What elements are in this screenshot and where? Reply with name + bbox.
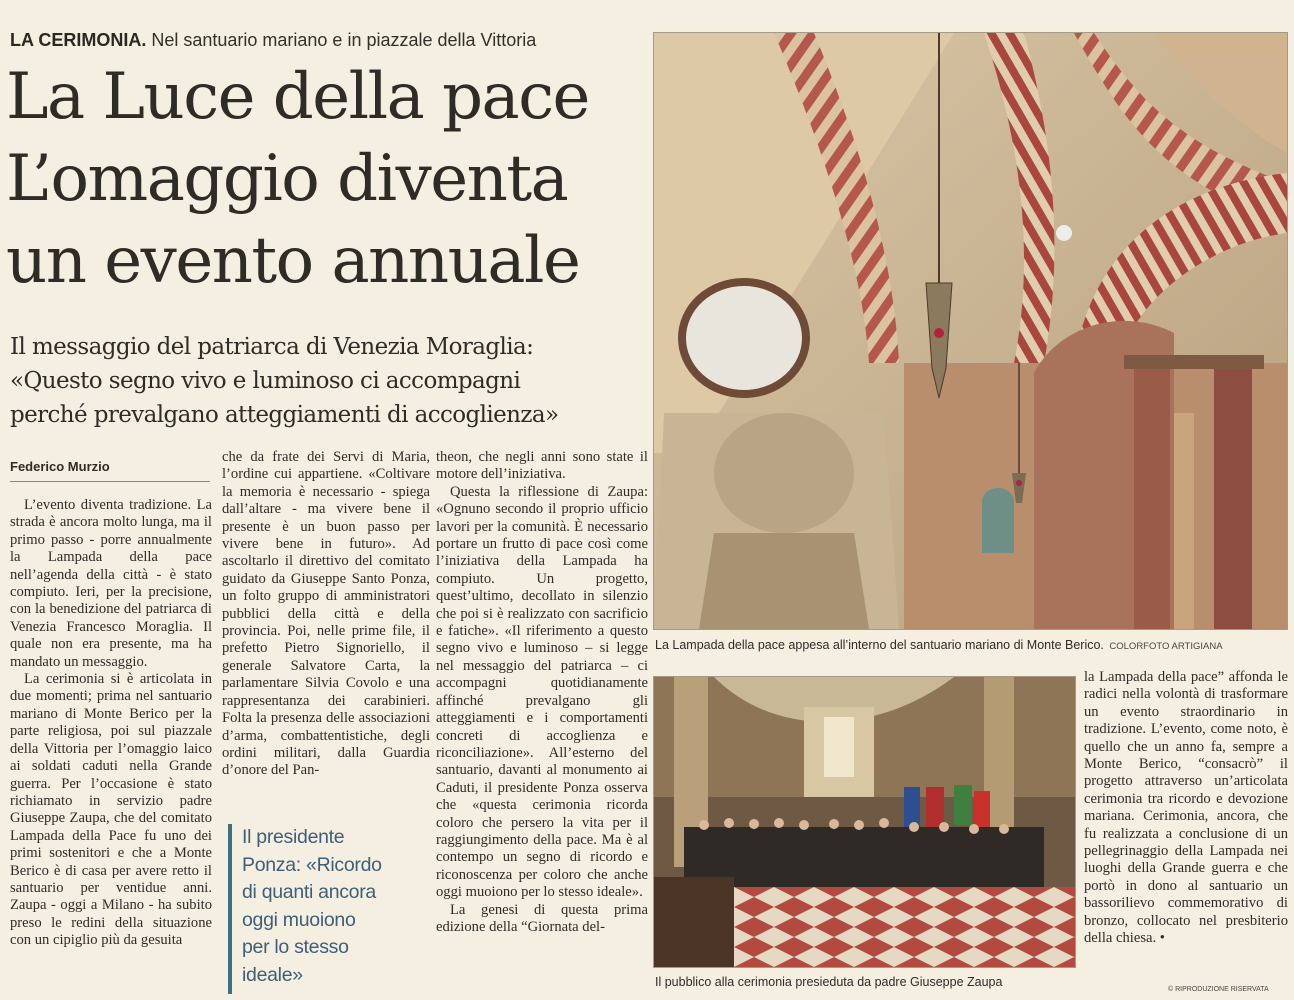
photo-caption: Il pubblico alla cerimonia presieduta da padre Giuseppe Zaupa [655, 975, 1003, 989]
article-column-4 [1084, 669, 1288, 999]
pull-quote [228, 824, 426, 994]
paragraph: La cerimonia si è articolata in due momenti; prima nel santuario mariano di Monte Berico per la parte religiosa, poi sul piazzale della Vittoria per l’omaggio laico ai soldati caduti nella Grande guerra. Per l’occasione è stato richiamato in servizio padre Giuseppe Zaupa, che del comitato Lampada della Pace fu uno dei primi sostenitori e che a Monte Berico è di casa per avere retto il santuario per ventidue anni. Zaupa - oggi a Milano - ha subito preso le redini della situazione con un cipiglio più da gesuita [10, 671, 212, 949]
caption-text: La Lampada della pace appesa all’interno del santuario mariano di Monte Berico. [655, 638, 1104, 652]
headline-line: L’omaggio diventa [6, 142, 568, 216]
paragraph: Questa la riflessione di Zaupa: «Ognuno secondo il proprio ufficio lavori per la comunità. È necessario portare un frutto di pace così come l’iniziativa della Lampada ha compiuto. Un progetto, quest’ultimo, decollato in silenzio che poi si è realizzato con sacrificio e fatiche». «Il riferimento a questo segno vivo e luminoso – si legge nel messaggio del patriarca – ci accompagni quotidianamente affinché prevalgano gli atteggiamenti e i comportamenti concreti di accoglienza e riconciliazione». All’esterno del santuario, davanti al monumento ai Caduti, il presidente Ponza osserva che «questa cerimonia ricorda coloro che persero la vita per il raggiungimento della pace. Ma è al contempo un segno di ricordo e riconoscenza per coloro che anche oggi muoiono per lo stesso ideale». [436, 483, 648, 901]
headline-line: La Luce della pace [6, 60, 589, 134]
subheadline [10, 330, 650, 432]
pull-quote-line: Ponza: «Ricordo [242, 853, 382, 876]
photo-credit: COLORFOTO ARTIGIANA [1109, 641, 1223, 652]
article-column-2 [222, 449, 430, 824]
section-kicker [10, 30, 536, 51]
headline-line: un evento annuale [6, 224, 580, 298]
kicker-text: Nel santuario mariano e in piazzale della Vittoria [151, 30, 537, 50]
article-column-3 [436, 449, 648, 999]
kicker-label: LA CERIMONIA. [10, 30, 147, 50]
paragraph: L’evento diventa tradizione. La strada è ancora molto lunga, ma il primo passo - porre annualmente la Lampada della pace nell’agenda della città - è stato compiuto. Ieri, per la precisione, con la benedizione del patriarca di Venezia Francesco Moraglia. Il quale non era presente, ma ha mandato un messaggio. [10, 497, 212, 670]
byline: Federico Murzio [10, 459, 110, 474]
pull-quote-line: oggi muoiono [242, 908, 356, 931]
copyright-notice: © RIPRODUZIONE RISERVATA [1168, 986, 1269, 993]
article-column-1 [10, 497, 212, 997]
paragraph: theon, che negli anni sono state il motore dell’iniziativa. [436, 449, 648, 483]
pull-quote-line: di quanti ancora [242, 881, 376, 903]
paragraph: che da frate dei Servi di Maria, l’ordine cui appartiene. «Coltivare la memoria è necessario - spiega dall’altare - ma vivere bene il presente è un buon passo per vivere bene in futuro». Ad ascoltarlo il direttivo del comitato guidato da Giuseppe Santo Ponza, un folto gruppo di amministratori pubblici della città e della provincia. Poi, nelle prime file, il prefetto Pietro Signoriello, il generale Salvatore Carta, la parlamentare Silvia Covolo e una rappresentanza dei carabinieri. Folta la presenza delle associazioni d’arma, combattentistiche, degli ordini militari, dalla Guardia d’onore del Pan- [222, 449, 430, 779]
subheadline-line: «Questo segno vivo e luminoso ci accompagni [10, 368, 521, 394]
byline-divider [10, 481, 210, 482]
paragraph: la Lampada della pace” affonda le radici nella volontà di trasformare un evento straordinario in tradizione. L’evento, come noto, è quello che un anno fa, sempre a Monte Berico, “consacrò” il progetto attraverso un’articolata cerimonia tra ricordo e devozione mariana. Cerimonia, ancora, che fu realizzata a conclusione di un pellegrinaggio della Lampada nei luoghi della Grande guerra e che portò in dono al santuario un bassorilievo commemorativo di bronzo, collocato nel presbiterio della chiesa. • [1084, 669, 1288, 947]
sanctuary-interior-photo [653, 32, 1288, 630]
subheadline-line: Il messaggio del patriarca di Venezia Moraglia: [10, 334, 534, 360]
photo-caption [655, 638, 1223, 652]
ceremony-audience-photo [653, 676, 1076, 968]
pull-quote-line: per lo stesso [242, 936, 349, 958]
headline [6, 56, 646, 302]
subheadline-line: perché prevalgano atteggiamenti di accoglienza» [10, 402, 559, 428]
paragraph: La genesi di questa prima edizione della “Giornata del- [436, 901, 648, 935]
pull-quote-line: Il presidente [242, 826, 345, 848]
pull-quote-line: ideale» [242, 963, 303, 986]
